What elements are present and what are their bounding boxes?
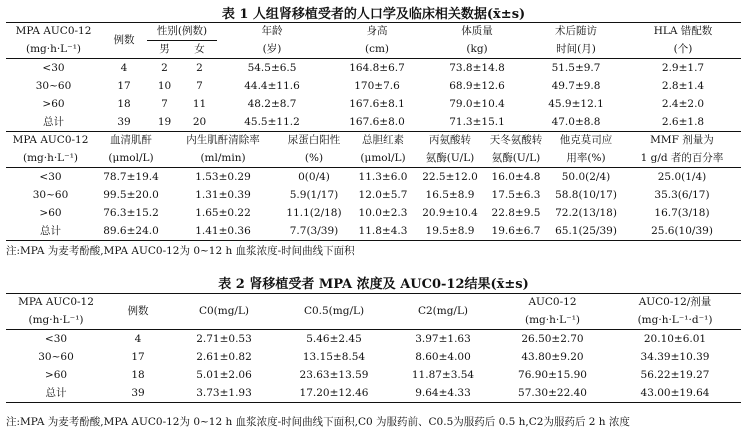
cell: 总计 bbox=[45, 386, 67, 399]
cell: 22.8±9.5 bbox=[491, 207, 541, 219]
followup-unit: 时间(月) bbox=[556, 42, 596, 55]
table1-caption: 表 1 人组肾移植受者的人口学及临床相关数据(x̄±s) bbox=[221, 7, 526, 22]
cell: 2 bbox=[161, 61, 168, 74]
cell: 51.5±9.7 bbox=[551, 61, 601, 74]
cell: 7 bbox=[161, 98, 168, 110]
alt-unit: 氨酶(U/L) bbox=[425, 151, 475, 164]
mmf-unit: 1 g/d 者的百分率 bbox=[640, 151, 724, 164]
table1-b-header-row1 bbox=[6, 132, 741, 150]
cell: 3.73±1.93 bbox=[196, 386, 252, 399]
male-header: 男 bbox=[159, 43, 170, 55]
cell: 65.1(25/39) bbox=[555, 224, 617, 237]
aucdose-unit: (mg·h·L⁻¹·d⁻¹) bbox=[637, 313, 713, 326]
followup-header: 术后随访 bbox=[555, 25, 598, 38]
cell: 11 bbox=[192, 98, 207, 110]
cell: 1.41±0.36 bbox=[195, 224, 251, 237]
cell: 7 bbox=[196, 80, 203, 92]
cell: 1.65±0.22 bbox=[195, 207, 251, 219]
auc-header: AUC0-12 bbox=[528, 296, 577, 309]
cell: 10 bbox=[157, 80, 172, 92]
hla-unit: (个) bbox=[673, 42, 693, 55]
female-header: 女 bbox=[194, 43, 205, 55]
cell: 1.31±0.39 bbox=[195, 189, 251, 201]
cell: 20.9±10.4 bbox=[422, 207, 478, 219]
cell: 68.9±12.6 bbox=[449, 80, 505, 92]
cell: 58.8(10/17) bbox=[555, 189, 617, 201]
bilirubin-header: 总胆红素 bbox=[362, 134, 404, 147]
cell: 16.0±4.8 bbox=[491, 170, 541, 183]
cell: 5.46±2.45 bbox=[306, 332, 362, 345]
group-header: MPA AUC0-12 bbox=[12, 134, 89, 147]
table-row bbox=[6, 385, 741, 403]
cell: 44.4±11.6 bbox=[244, 80, 300, 92]
cell: 19.5±8.9 bbox=[425, 224, 475, 237]
cell: 11.87±3.54 bbox=[411, 369, 475, 381]
cell: 17 bbox=[117, 80, 131, 92]
cases-header: 例数 bbox=[127, 305, 149, 317]
table1-part-a bbox=[6, 22, 741, 132]
hla-header: HLA 错配数 bbox=[653, 25, 713, 38]
group-unit: (mg·h·L⁻¹) bbox=[22, 151, 79, 164]
cell: 25.0(1/4) bbox=[657, 170, 707, 183]
auc-unit: (mg·h·L⁻¹) bbox=[524, 313, 581, 326]
creatinine-unit: (μmol/L) bbox=[108, 151, 154, 164]
cell: 16.7(3/18) bbox=[654, 207, 710, 219]
cell: 39 bbox=[117, 116, 131, 128]
table-row bbox=[6, 187, 741, 205]
cell: 4 bbox=[134, 332, 142, 345]
alt-header: 丙氨酸转 bbox=[429, 134, 471, 147]
cell: 167.6±8.1 bbox=[349, 98, 405, 110]
cell: 164.8±6.7 bbox=[349, 61, 405, 74]
cell: 13.15±8.54 bbox=[302, 351, 366, 363]
cell: <30 bbox=[42, 61, 65, 74]
cell: 22.5±12.0 bbox=[422, 170, 478, 183]
group-header: MPA AUC0-12 bbox=[18, 296, 94, 309]
cell: 71.3±15.1 bbox=[449, 116, 505, 128]
table1-note: 注:MPA 为麦考酚酸,MPA AUC0-12为 0~12 h 血浆浓度-时间曲线下面积 bbox=[6, 245, 355, 257]
cell: 20.10±6.01 bbox=[643, 332, 707, 345]
table-row bbox=[6, 114, 741, 132]
cell: >60 bbox=[42, 98, 65, 110]
mmf-header: MMF 剂量为 bbox=[650, 134, 714, 147]
cell: 25.6(10/39) bbox=[651, 224, 713, 237]
c05-header: C0.5(mg/L) bbox=[303, 305, 365, 317]
clearance-unit: (ml/min) bbox=[200, 151, 246, 164]
cell: 2.71±0.53 bbox=[196, 332, 252, 345]
proteinuria-header: 尿蛋白阳性 bbox=[287, 134, 341, 147]
height-unit: (cm) bbox=[365, 42, 390, 55]
table-row bbox=[6, 330, 741, 349]
age-header: 年龄 bbox=[261, 25, 283, 38]
table-row bbox=[6, 59, 741, 78]
cell: 5.01±2.06 bbox=[196, 369, 252, 381]
ast-unit: 氨酶(U/L) bbox=[491, 151, 541, 164]
cell: 2.6±1.8 bbox=[661, 116, 705, 128]
cell: 1.53±0.29 bbox=[195, 170, 251, 183]
cell: 57.30±22.40 bbox=[518, 386, 587, 399]
c2-header: C2(mg/L) bbox=[417, 305, 469, 317]
cell: 19.6±6.7 bbox=[491, 224, 541, 237]
cell: <30 bbox=[39, 170, 62, 183]
cell: 47.0±8.8 bbox=[551, 116, 601, 128]
cell: 79.0±10.4 bbox=[449, 98, 505, 110]
cell: 54.5±6.5 bbox=[247, 61, 297, 74]
c0-header: C0(mg/L) bbox=[198, 305, 250, 317]
table-row bbox=[6, 223, 741, 241]
table1-a-header-row1 bbox=[6, 23, 741, 41]
table-row bbox=[6, 367, 741, 385]
table-row bbox=[6, 96, 741, 114]
cell: 17.20±12.46 bbox=[299, 386, 369, 399]
tacrolimus-unit: 用率(%) bbox=[566, 151, 606, 164]
cell: 48.2±8.7 bbox=[247, 98, 297, 110]
cell: 39 bbox=[131, 386, 145, 399]
cell: 72.2(13/18) bbox=[555, 207, 617, 219]
table1-b-header-row2 bbox=[6, 150, 741, 168]
cell: 2.9±1.7 bbox=[661, 61, 705, 74]
cell: 7.7(3/39) bbox=[289, 224, 339, 237]
cell: 23.63±13.59 bbox=[299, 369, 369, 381]
cell: 30~60 bbox=[38, 351, 74, 363]
table2-caption: 表 2 肾移植受者 MPA 浓度及 AUC0-12结果(x̄±s) bbox=[218, 277, 529, 292]
bilirubin-unit: (μmol/L) bbox=[360, 151, 406, 164]
cell: 45.5±11.2 bbox=[244, 116, 300, 128]
cell: 5.9(1/17) bbox=[289, 189, 339, 201]
cell: 78.7±19.4 bbox=[103, 170, 159, 183]
cell: 99.5±20.0 bbox=[103, 189, 159, 201]
group-header: MPA AUC0-12 bbox=[15, 25, 92, 38]
cell: 0(0/4) bbox=[298, 170, 330, 183]
cell: 76.3±15.2 bbox=[103, 207, 159, 219]
group-unit: (mg·h·L⁻¹) bbox=[28, 313, 84, 326]
cell: 76.90±15.90 bbox=[518, 369, 587, 381]
cell: 19 bbox=[157, 116, 172, 128]
creatinine-header: 血清肌酐 bbox=[110, 134, 152, 147]
cell: 18 bbox=[131, 369, 145, 381]
cell: 9.64±4.33 bbox=[415, 386, 471, 399]
cell: 34.39±10.39 bbox=[640, 351, 710, 363]
cell: 56.22±19.27 bbox=[640, 369, 710, 381]
cell: 11.3±6.0 bbox=[358, 170, 408, 183]
cell: 2 bbox=[196, 61, 203, 74]
cell: 2.8±1.4 bbox=[661, 80, 705, 92]
cell: 49.7±9.8 bbox=[551, 80, 601, 92]
cell: 73.8±14.8 bbox=[449, 61, 505, 74]
cell: 4 bbox=[120, 61, 128, 74]
cell: 43.00±19.64 bbox=[640, 386, 710, 399]
table1-part-b bbox=[6, 131, 741, 241]
cases-header: 例数 bbox=[113, 34, 135, 46]
cell: 30~60 bbox=[35, 80, 72, 92]
aucdose-header: AUC0-12/剂量 bbox=[638, 296, 712, 309]
table-row bbox=[6, 205, 741, 223]
group-unit: (mg·h·L⁻¹) bbox=[25, 42, 82, 55]
tacrolimus-header: 他克莫司应 bbox=[559, 134, 613, 147]
cell: >60 bbox=[39, 207, 62, 219]
cell: 10.0±2.3 bbox=[358, 207, 408, 219]
cell: 2.4±2.0 bbox=[661, 98, 705, 110]
cell: 总计 bbox=[40, 224, 61, 237]
cell: >60 bbox=[44, 369, 68, 381]
cell: 50.0(2/4) bbox=[561, 170, 611, 183]
cell: 26.50±2.70 bbox=[521, 332, 584, 345]
table-row bbox=[6, 349, 741, 367]
weight-unit: (kg) bbox=[466, 42, 488, 55]
cell: 17 bbox=[131, 351, 145, 363]
cell: 2.61±0.82 bbox=[196, 351, 252, 363]
cell: 30~60 bbox=[32, 189, 69, 201]
table-row bbox=[6, 78, 741, 96]
cell: 8.60±4.00 bbox=[415, 351, 471, 363]
cell: <30 bbox=[44, 332, 68, 345]
table2-note: 注:MPA 为麦考酚酸,MPA AUC0-12为 0~12 h 血浆浓度-时间曲线下面积,C0 为服药前、C0.5为服药后 0.5 h,C2为服药后 2 h 浓度 bbox=[6, 416, 630, 428]
cell: 167.6±8.0 bbox=[349, 116, 405, 128]
cell: 35.3(6/17) bbox=[654, 189, 710, 201]
cell: 89.6±24.0 bbox=[103, 224, 159, 237]
cell: 3.97±1.63 bbox=[415, 332, 471, 345]
cell: 16.5±8.9 bbox=[425, 189, 475, 201]
cell: 总计 bbox=[43, 116, 64, 128]
cell: 12.0±5.7 bbox=[358, 189, 408, 201]
proteinuria-unit: (%) bbox=[304, 151, 324, 164]
cell: 43.80±9.20 bbox=[521, 351, 584, 363]
ast-header: 天冬氨酸转 bbox=[489, 134, 543, 147]
cell: 11.8±4.3 bbox=[358, 224, 408, 237]
clearance-header: 内生肌酐清除率 bbox=[186, 134, 260, 147]
height-header: 身高 bbox=[366, 25, 388, 38]
age-unit: (岁) bbox=[262, 42, 282, 55]
table2 bbox=[6, 293, 741, 403]
table-row bbox=[6, 168, 741, 187]
table2-header-row1 bbox=[6, 294, 741, 312]
cell: 17.5±6.3 bbox=[491, 189, 541, 201]
sex-header: 性别(例数) bbox=[147, 23, 217, 41]
cell: 11.1(2/18) bbox=[286, 207, 342, 219]
cell: 170±7.6 bbox=[354, 80, 400, 92]
weight-header: 体质量 bbox=[461, 25, 493, 38]
cell: 18 bbox=[117, 98, 131, 110]
cell: 20 bbox=[192, 116, 207, 128]
cell: 45.9±12.1 bbox=[548, 98, 604, 110]
